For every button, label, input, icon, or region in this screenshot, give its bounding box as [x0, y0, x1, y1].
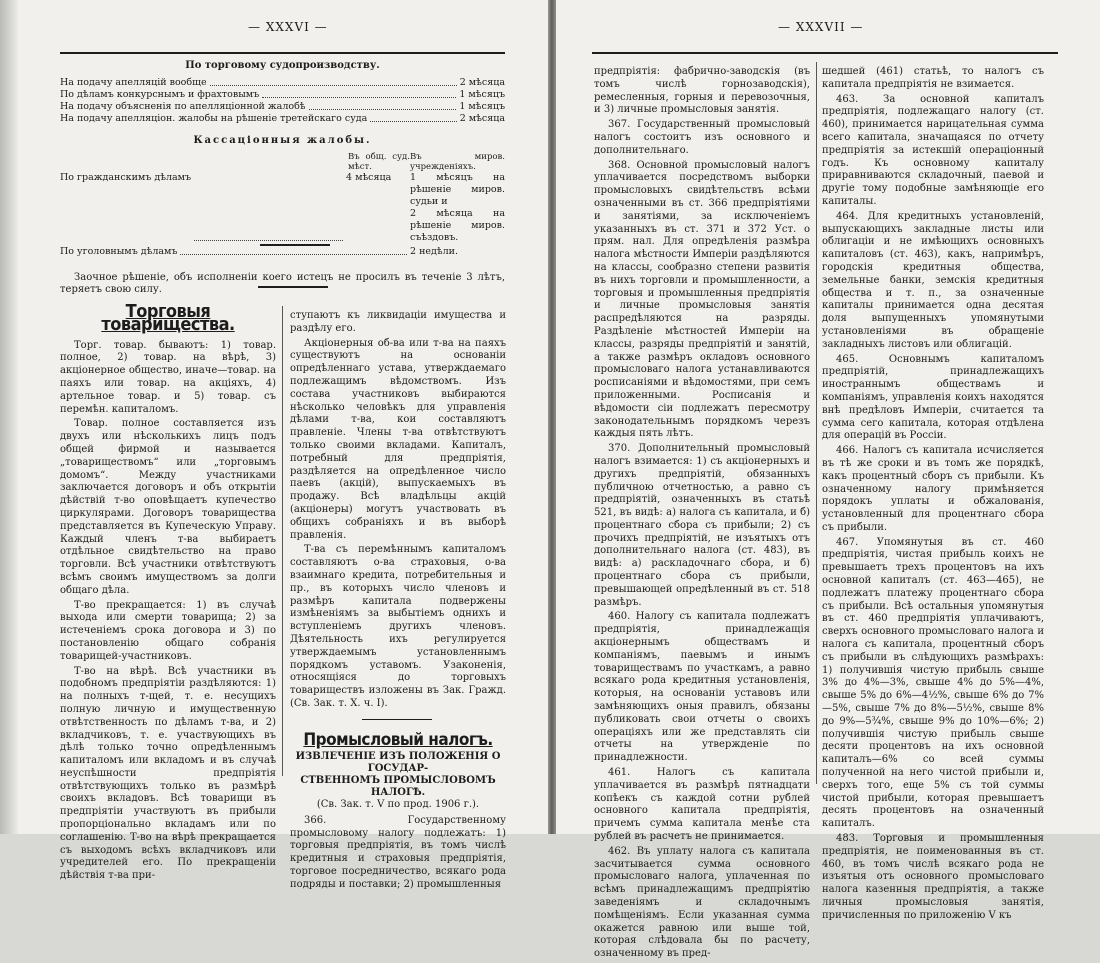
paragraph: ступаютъ къ ликвидаціи имущества и раздѣлу его.	[290, 310, 506, 334]
paragraph: Т-во на вѣрѣ. Всѣ участники въ подобномъ предпріятіи раздѣляются: 1) на полныхъ т-щей, т. е. несущихъ полную личную и имущественную отвѣтственность по дѣламъ т-ва, и 2) вкладчиковъ, т. е. участвующихъ въ дѣлѣ только точно опредѣленнымъ капиталомъ или вкладомъ и въ случаѣ неуспѣшности предпріятія отвѣтствующихъ только въ размѣрѣ своихъ вкладовъ. Всѣ товарищи въ предпріятіи участвуютъ въ прибыли пропорціонально вкладамъ или по соглашенію. Т-во на вѣрѣ прекращается съ выходомъ всѣхъ вкладчиковъ или учредителей его. По прекращеніи дѣйствія т-ва при-	[60, 665, 276, 882]
row-label: По дѣламъ конкурснымъ и фрахтовымъ	[60, 88, 260, 100]
paragraph: 483. Торговыя и промышленныя предпріятія, не поименованныя въ ст. 460, въ томъ числѣ всякаго рода не изъятыя отъ основного промысловаго налога казенныя предпріятія, а также личныя промысловыя занятія, причисленныя по приложенію V къ	[822, 833, 1044, 921]
row-value: 2 мѣсяца	[459, 112, 505, 124]
paragraph: Товар. полное составляется изъ двухъ или нѣсколькихъ лицъ подъ общей фирмой и называется „товариществомъ“ или „торговымъ домомъ“. Между участниками заключается договоръ и объ открытіи дѣйствій т-во оповѣщаетъ купечество циркулярами. Договоръ товарищества представляется въ Купеческую Управу. Каждый членъ т-ва выбираетъ отдѣльное свидѣтельство на право торговли. Всѣ участники отвѣтствуютъ всѣмъ своимъ имуществомъ за долги общаго дѣла.	[60, 418, 276, 596]
left-column-2	[290, 310, 506, 894]
paragraph: 368. Основной промысловый налогъ уплачивается посредствомъ выборки промысловыхъ свидѣтельствъ всѣми означенными въ ст. 366 предпріятіями и занятіями, за исключеніемъ указанныхъ въ ст. 371 и 372 Уст. о прям. нал. Для опредѣленія размѣра налога мѣстности Имперіи раздѣляются на классы, сообразно степени развитія въ нихъ торговли и промышленности, а торговыя и промышленныя предпріятія и личные промысловыя занятія распредѣляются на разряды. Раздѣленіе мѣстностей Имперіи на классы, разряды предпріятій и занятій, а также размѣръ окладовъ основного промысловаго налога устанавливаются росписаніями и вѣдомостями, при семъ приложенными. Росписанія и вѣдомости сіи подлежатъ пересмотру законодательнымъ порядкомъ черезъ каждыя пять лѣтъ.	[594, 159, 810, 440]
cassation-header	[60, 152, 505, 172]
right-column-2	[822, 66, 1044, 925]
header-rule	[60, 52, 505, 54]
row-label: На подачу объясненія по апелляціонной жалобѣ	[60, 100, 306, 112]
paragraph: Т-во прекращается: 1) въ случаѣ выхода или смерти товарища; 2) за истеченіемъ срока договора и 3) по постановленію общаго собранія товарищей-участниковъ.	[60, 599, 276, 662]
appeal-row	[60, 101, 505, 113]
trade-title: Торговыя товарищества.	[101, 301, 235, 335]
divider	[362, 719, 432, 721]
row-value: 2 недѣли.	[410, 245, 458, 257]
row-label: На подачу апелляціон. жалобы на рѣшеніе третейскаго суда	[60, 112, 368, 124]
page-edge	[0, 0, 18, 834]
header-rule	[592, 52, 1058, 54]
row-value: 1 мѣсяцъ	[459, 100, 505, 112]
cassation-row	[60, 246, 505, 258]
appeal-row	[60, 113, 505, 125]
divider	[260, 244, 330, 246]
col-header: Въ общ. суд. мѣст.	[348, 151, 410, 172]
row-value: 2 мѣсяца на рѣшеніе миров. съѣздовъ.	[410, 207, 505, 243]
paragraph: шедшей (461) статьѣ, то налогъ съ капитала предпріятія не взимается.	[822, 66, 1044, 90]
row-value: 2 мѣсяца	[459, 76, 505, 88]
paragraph: 463. За основной капиталъ предпріятія, подлежащаго налогу (ст. 460), принимается нарицательная сумма всего капитала, значащаяся по отчету предпріятія за истекшій операціонный годъ. Къ основному капиталу приравниваются складочный, паевой и другіе тому подобные замѣняющіе его капиталы.	[822, 93, 1044, 207]
paragraph: предпріятія: фабрично-заводскія (въ томъ числѣ горнозаводскія), ремесленныя, горныя и перевозочныя, и 3) личные промысловыя занятія.	[594, 66, 810, 116]
paragraph: 367. Государственный промысловый налогъ состоитъ изъ основного и дополнительнаго.	[594, 119, 810, 156]
row-value: 4 мѣсяца	[346, 171, 392, 183]
paragraph: 464. Для кредитныхъ установленій, выпускающихъ закладные листы или облигаціи и не имѣющихъ основныхъ капиталовъ (ст. 463), какъ, напримѣръ, городскія кредитныя общества, земельные банки, земскія кредитныя общества и т. п., за означенные капиталы принимается одна десятая доля выпущенныхъ упомянутыми установленіями въ обращеніе закладныхъ листовъ или облигацій.	[822, 210, 1044, 350]
left-column-1	[60, 301, 276, 885]
cassation-title: Кассаціонныя жалобы.	[193, 134, 372, 146]
paragraph: 466. Налогъ съ капитала исчисляется въ тѣ же сроки и въ томъ же порядкѣ, какъ процентный сборъ съ прибыли. Къ означенному налогу примѣняется порядокъ уплаты и обжалованія, установленный для процентнаго сбора съ прибыли.	[822, 445, 1044, 533]
book-gutter	[548, 0, 556, 834]
paragraph: 462. Въ уплату налога съ капитала засчитывается сумма основного промысловаго налога, уплаченная по всѣмъ принадлежащимъ предпріятію заведеніямъ и складочнымъ помѣщеніямъ. Если указанная сумма окажется равною или выше той, которая слѣдовала бы по расчету, означенному въ пред-	[594, 845, 810, 960]
row-label: По гражданскимъ дѣламъ	[60, 171, 192, 183]
tax-subtitle: СТВЕННОМЪ ПРОМЫСЛОВОМЪ НАЛОГѢ.	[300, 775, 496, 798]
row-label: По уголовнымъ дѣламъ	[60, 245, 178, 257]
row-value: 1 мѣсяцъ	[459, 88, 505, 100]
tax-title: Промысловый налогъ.	[303, 730, 493, 751]
paragraph: 460. Налогу съ капитала подлежатъ предпріятія, принадлежащія акціонернымъ обществамъ и компаніямъ, паевымъ и инымъ товариществамъ по участкамъ, а равно всякаго рода кредитныя установленія, которыя, на основаніи уставовъ или замѣняющихъ оныя правилъ, обязаны публиковать свои отчеты о своихъ операціяхъ или же представлять сіи отчеты на утвержденіе по принадлежности.	[594, 611, 810, 764]
right-column-1	[594, 66, 810, 963]
tax-source: (Св. Зак. т. V по прод. 1906 г.).	[316, 799, 480, 810]
appeal-row	[60, 77, 505, 89]
appeal-row	[60, 89, 505, 101]
column-rule	[816, 62, 817, 784]
appeal-section	[60, 60, 505, 299]
paragraph: 465. Основнымъ капиталомъ предпріятій, принадлежащихъ иностраннымъ обществамъ и компаніямъ, управленія коихъ находятся внѣ предѣловъ Имперіи, считается та сумма сего капитала, которая отдѣлена для операцій въ Россіи.	[822, 353, 1044, 442]
divider	[258, 286, 328, 288]
paragraph: 467. Упомянутыя въ ст. 460 предпріятія, чистая прибыль коихъ не превышаетъ трехъ процентовъ на ихъ основной капиталъ (ст. 463—465), не подлежатъ платежу процентнаго сбора съ прибыли. Всѣ остальныя упомянутыя въ ст. 460 предпріятія уплачиваютъ, сверхъ основного промысловаго налога и налога съ капитала, процентный сборъ съ прибыли въ слѣдующихъ размѣрахъ: 1) получившія чистую прибыль свыше 3% до 4%—3%, свыше 4% до 5%—4%, свыше 5% до 6%—4½%, свыше 6% до 7%—5%, свыше 7% до 8%—5½%, свыше 8% до 9%—5¾%, свыше 9% до 10%—6%; 2) получившія чистую прибыль свыше десяти процентовъ на ихъ основной капиталъ—6% со всей суммы полученной на него чистой прибыли и, сверхъ того, еще 5% съ той суммы чистой прибыли, которая превышаетъ десять процентовъ на означенный капиталъ.	[822, 536, 1044, 830]
column-rule	[282, 306, 283, 776]
tax-subtitle: ИЗВЛЕЧЕНІЕ ИЗЪ ПОЛОЖЕНІЯ О ГОСУДАР-	[295, 751, 501, 774]
paragraph: Торг. товар. бываютъ: 1) товар. полное, 2) товар. на вѣрѣ, 3) акціонерное общество, иначе—товар. на паяхъ или товар. на акціяхъ, 4) артельное товар. и 5) товар. съ перемѣн. капиталомъ.	[60, 339, 276, 415]
page-number: — XXXVII —	[778, 20, 864, 34]
row-label: На подачу апелляцій вообще	[60, 76, 207, 88]
left-page	[0, 0, 548, 890]
right-page	[556, 0, 1100, 960]
page-number: — XXXVI —	[248, 20, 328, 34]
paragraph: 366. Государственному промысловому налогу подлежатъ: 1) торговыя предпріятія, въ томъ числѣ кредитныя и страховыя предпріятія, торговое посредничество, всякаго рода подряды и поставки; 2) промышленныя	[290, 814, 506, 890]
paragraph: Т-ва съ перемѣннымъ капиталомъ составляютъ о-ва страховыя, о-ва взаимнаго кредита, потребительныя и пр., въ которыхъ число членовъ и размѣръ капитала подвержены измѣненіямъ за выбытіемъ однихъ и вступленіемъ другихъ членовъ. Дѣятельность ихъ регулируется утверждаемымъ установленнымъ порядкомъ уставомъ. Узаконенія, относящіяся до торговыхъ товариществъ изложены въ Зак. Гражд. (Св. Зак. т. Х. ч. I).	[290, 544, 506, 709]
col-header: Въ миров. учрежденіяхъ.	[410, 151, 505, 172]
row-value: 1 мѣсяцъ на рѣшеніе миров. судьи и	[410, 171, 505, 207]
section-title: По торговому судопроизводству.	[185, 60, 380, 71]
paragraph: 461. Налогъ съ капитала уплачивается въ размѣрѣ пятнадцати копѣекъ съ каждой сотни рублей основного капитала предпріятія, причемъ сумма капитала менѣе ста рублей въ расчетъ не принимается.	[594, 767, 810, 843]
zaochnoe-text: Заочное рѣшеніе, объ исполненіи коего истецъ не просилъ въ теченіе 3 лѣтъ, теряетъ свою силу.	[60, 271, 505, 296]
paragraph: 370. Дополнительный промысловый налогъ взимается: 1) съ акціонерныхъ и другихъ предпріятій, обязанныхъ публичною отчетностью, а равно съ предпріятій, означенныхъ въ статьѣ 521, въ видѣ: а) налога съ капитала, и б) процентнаго сбора съ прибыли; 2) съ прочихъ предпріятій, не изъятыхъ отъ дополнительнаго налога (ст. 483), въ видѣ: а) раскладочнаго сбора, и б) процентнаго сбора съ прибыли, превышающей опредѣленный въ ст. 518 размѣръ.	[594, 443, 810, 608]
paragraph: Акціонерныя об-ва или т-ва на паяхъ существуютъ на основаніи опредѣленнаго устава, утверждаемаго подлежащимъ вѣдомствомъ. Изъ состава участниковъ выбираются нѣсколько человѣкъ для управленія дѣлами т-ва, кои составляютъ правленіе. Члены т-ва отвѣтствуютъ только своими вкладами. Капиталъ, потребный для предпріятія, раздѣляется на опредѣленное число паевъ (акцій), выпускаемыхъ въ продажу. Всѣ владѣльцы акцій (акціонеры) могутъ участвовать въ общихъ собраніяхъ и въ выборѣ правленія.	[290, 337, 506, 541]
cassation-row	[60, 172, 505, 244]
